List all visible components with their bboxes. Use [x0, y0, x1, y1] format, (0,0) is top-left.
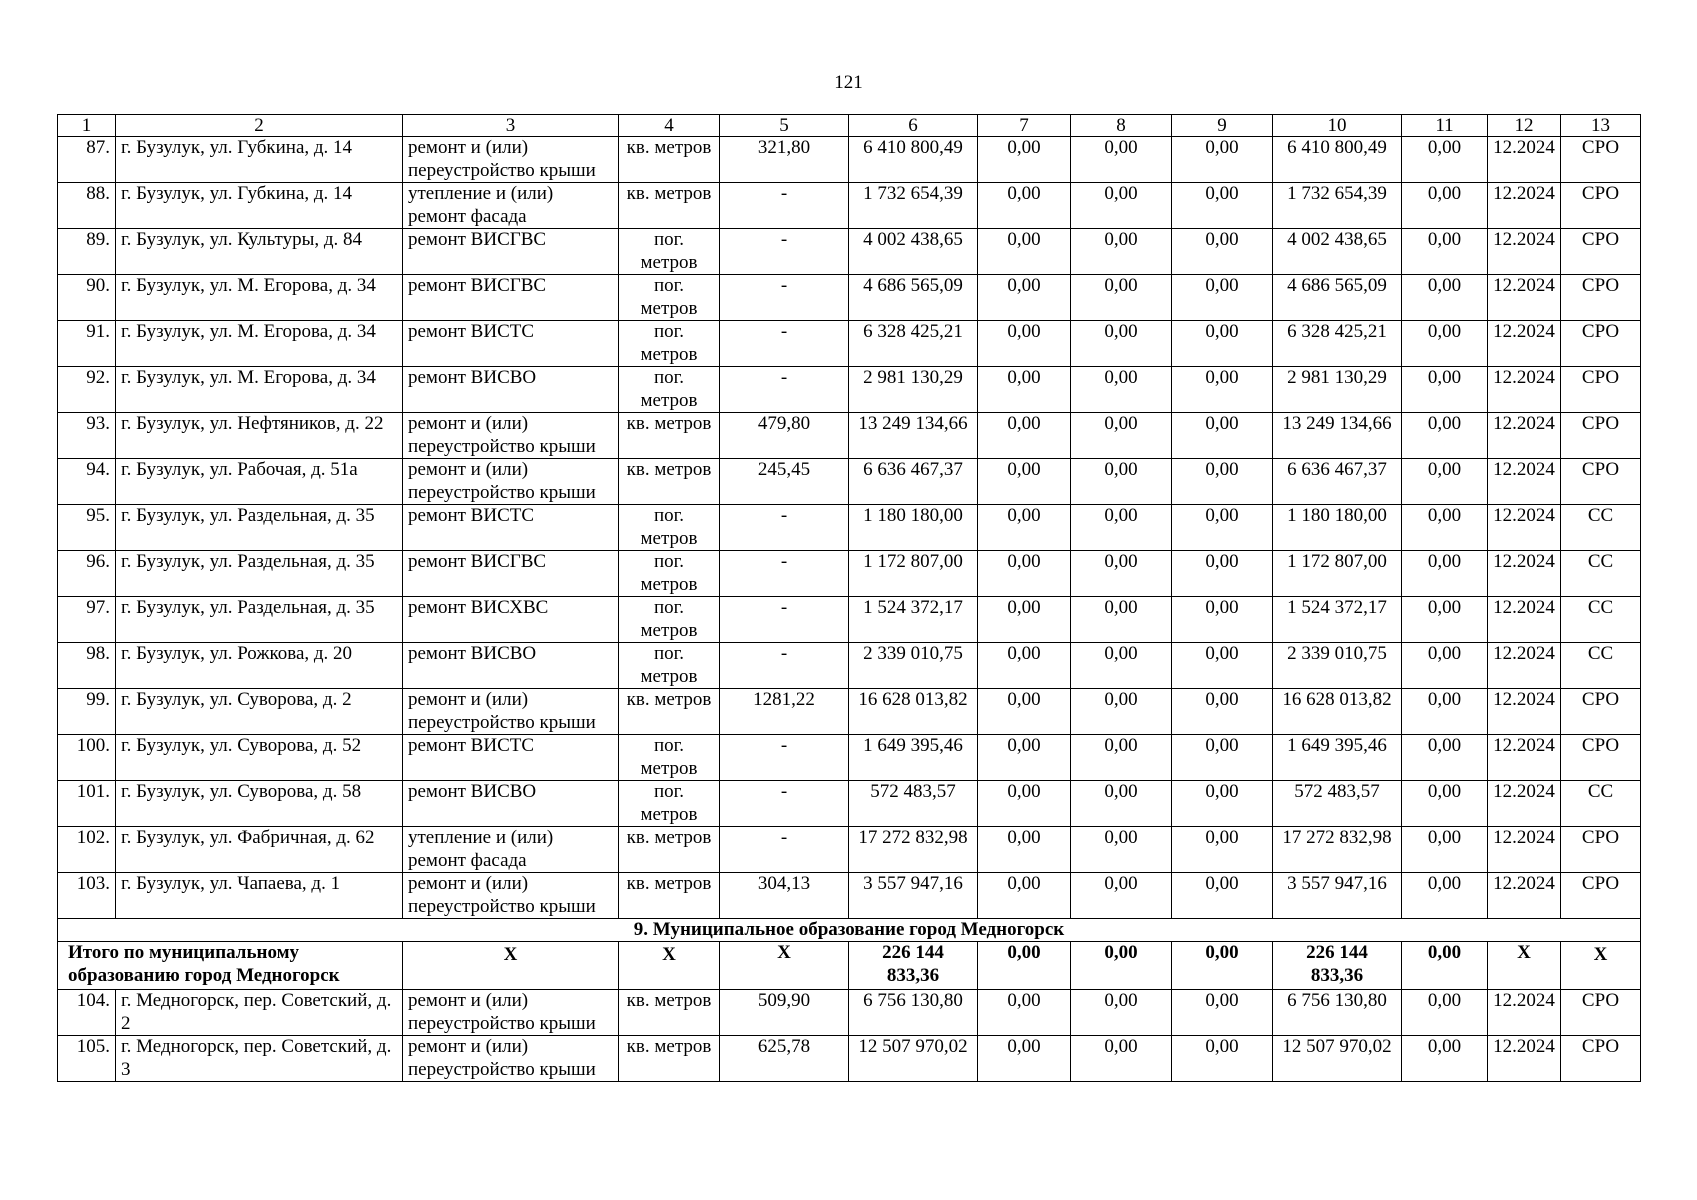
total-area-x: Х	[720, 942, 849, 990]
col8-cell: 0,00	[1071, 1036, 1172, 1082]
col7-cell: 0,00	[978, 367, 1071, 413]
col7-cell: 0,00	[978, 183, 1071, 229]
address-cell: г. Бузулук, ул. М. Егорова, д. 34	[116, 275, 403, 321]
table-row	[58, 413, 1641, 459]
column-header-12: 12	[1488, 115, 1561, 137]
table-row	[58, 827, 1641, 873]
area-cell: 1281,22	[720, 689, 849, 735]
col10-cell: 4 686 565,09	[1273, 275, 1402, 321]
col7-cell: 0,00	[978, 735, 1071, 781]
area-cell: -	[720, 735, 849, 781]
unit-cell: кв. метров	[619, 137, 720, 183]
col7-cell: 0,00	[978, 643, 1071, 689]
address-cell: г. Бузулук, ул. Раздельная, д. 35	[116, 551, 403, 597]
row-number: 87.	[58, 137, 116, 183]
total-cost-cell: 6 410 800,49	[849, 137, 978, 183]
address-cell: г. Бузулук, ул. Раздельная, д. 35	[116, 505, 403, 551]
row-number: 100.	[58, 735, 116, 781]
work-type-cell: ремонт ВИСВО	[403, 781, 619, 827]
col10-cell: 3 557 947,16	[1273, 873, 1402, 919]
total-label: Итого по муниципальному образованию город Медногорск	[58, 942, 403, 990]
table-row	[58, 321, 1641, 367]
table-body	[58, 115, 1641, 1082]
address-cell: г. Бузулук, ул. Губкина, д. 14	[116, 183, 403, 229]
col9-cell: 0,00	[1172, 367, 1273, 413]
col10-cell: 2 339 010,75	[1273, 643, 1402, 689]
column-number-row	[58, 115, 1641, 137]
col9-cell: 0,00	[1172, 275, 1273, 321]
row-number: 95.	[58, 505, 116, 551]
address-cell: г. Бузулук, ул. М. Егорова, д. 34	[116, 321, 403, 367]
table-row	[58, 781, 1641, 827]
total-cost-cell: 6 756 130,80	[849, 990, 978, 1036]
address-cell: г. Бузулук, ул. Нефтяников, д. 22	[116, 413, 403, 459]
work-type-cell: ремонт ВИСГВС	[403, 229, 619, 275]
work-type-cell: ремонт и (или) переустройство крыши	[403, 459, 619, 505]
col8-cell: 0,00	[1071, 413, 1172, 459]
col10-cell: 6 756 130,80	[1273, 990, 1402, 1036]
col7-cell: 0,00	[978, 827, 1071, 873]
total-cost-cell: 1 180 180,00	[849, 505, 978, 551]
address-cell: г. Бузулук, ул. Раздельная, д. 35	[116, 597, 403, 643]
col7-cell: 0,00	[978, 321, 1071, 367]
work-type-cell: ремонт ВИСВО	[403, 643, 619, 689]
column-header-8: 8	[1071, 115, 1172, 137]
table-row	[58, 597, 1641, 643]
total-cost-cell: 1 172 807,00	[849, 551, 978, 597]
completion-date-cell: 12.2024	[1488, 643, 1561, 689]
col7-cell: 0,00	[978, 1036, 1071, 1082]
work-type-cell: ремонт ВИСТС	[403, 505, 619, 551]
col8-cell: 0,00	[1071, 990, 1172, 1036]
col10-cell: 13 249 134,66	[1273, 413, 1402, 459]
col9-cell: 0,00	[1172, 229, 1273, 275]
method-cell: СС	[1561, 781, 1641, 827]
method-cell: СС	[1561, 505, 1641, 551]
method-cell: СРО	[1561, 735, 1641, 781]
col7-cell: 0,00	[978, 505, 1071, 551]
method-cell: СС	[1561, 597, 1641, 643]
completion-date-cell: 12.2024	[1488, 597, 1561, 643]
col7-cell: 0,00	[978, 873, 1071, 919]
row-number: 91.	[58, 321, 116, 367]
total-cost-cell: 12 507 970,02	[849, 1036, 978, 1082]
area-cell: -	[720, 183, 849, 229]
col10-cell: 16 628 013,82	[1273, 689, 1402, 735]
area-cell: -	[720, 551, 849, 597]
address-cell: г. Бузулук, ул. Губкина, д. 14	[116, 137, 403, 183]
area-cell: 479,80	[720, 413, 849, 459]
col9-cell: 0,00	[1172, 827, 1273, 873]
col11-cell: 0,00	[1402, 413, 1488, 459]
col11-cell: 0,00	[1402, 321, 1488, 367]
row-number: 103.	[58, 873, 116, 919]
table-row	[58, 990, 1641, 1036]
col11-cell: 0,00	[1402, 367, 1488, 413]
table-row	[58, 551, 1641, 597]
unit-cell: кв. метров	[619, 413, 720, 459]
col10-cell: 2 981 130,29	[1273, 367, 1402, 413]
col11-cell: 0,00	[1402, 990, 1488, 1036]
row-number: 97.	[58, 597, 116, 643]
col9-cell: 0,00	[1172, 413, 1273, 459]
column-header-13: 13	[1561, 115, 1641, 137]
table-row	[58, 183, 1641, 229]
address-cell: г. Бузулук, ул. Суворова, д. 2	[116, 689, 403, 735]
unit-cell: пог. метров	[619, 643, 720, 689]
work-type-cell: ремонт ВИСВО	[403, 367, 619, 413]
completion-date-cell: 12.2024	[1488, 229, 1561, 275]
column-header-3: 3	[403, 115, 619, 137]
col9-cell: 0,00	[1172, 643, 1273, 689]
row-number: 93.	[58, 413, 116, 459]
address-cell: г. Медногорск, пер. Советский, д. 2	[116, 990, 403, 1036]
col9-cell: 0,00	[1172, 505, 1273, 551]
total-cost-cell: 3 557 947,16	[849, 873, 978, 919]
col10-cell: 4 002 438,65	[1273, 229, 1402, 275]
col9-cell: 0,00	[1172, 459, 1273, 505]
work-type-cell: утепление и (или) ремонт фасада	[403, 183, 619, 229]
method-cell: СРО	[1561, 413, 1641, 459]
row-number: 105.	[58, 1036, 116, 1082]
area-cell: 625,78	[720, 1036, 849, 1082]
col8-cell: 0,00	[1071, 827, 1172, 873]
unit-cell: пог. метров	[619, 597, 720, 643]
col7-cell: 0,00	[978, 137, 1071, 183]
address-cell: г. Бузулук, ул. Суворова, д. 52	[116, 735, 403, 781]
completion-date-cell: 12.2024	[1488, 413, 1561, 459]
method-cell: СРО	[1561, 827, 1641, 873]
total-unit-x: Х	[619, 942, 720, 990]
col8-cell: 0,00	[1071, 873, 1172, 919]
table-row	[58, 1036, 1641, 1082]
col9-cell: 0,00	[1172, 1036, 1273, 1082]
total-work-x: Х	[403, 942, 619, 990]
total-cost-cell: 1 649 395,46	[849, 735, 978, 781]
total-cost-cell: 16 628 013,82	[849, 689, 978, 735]
col10-cell: 1 524 372,17	[1273, 597, 1402, 643]
row-number: 92.	[58, 367, 116, 413]
unit-cell: пог. метров	[619, 505, 720, 551]
unit-cell: кв. метров	[619, 873, 720, 919]
col8-cell: 0,00	[1071, 183, 1172, 229]
unit-cell: кв. метров	[619, 827, 720, 873]
total-col10: 226 144 833,36	[1273, 942, 1402, 990]
row-number: 98.	[58, 643, 116, 689]
completion-date-cell: 12.2024	[1488, 551, 1561, 597]
col8-cell: 0,00	[1071, 367, 1172, 413]
table-row	[58, 873, 1641, 919]
work-type-cell: ремонт и (или) переустройство крыши	[403, 137, 619, 183]
unit-cell: пог. метров	[619, 551, 720, 597]
completion-date-cell: 12.2024	[1488, 183, 1561, 229]
work-type-cell: утепление и (или) ремонт фасада	[403, 827, 619, 873]
col8-cell: 0,00	[1071, 505, 1172, 551]
table-row	[58, 505, 1641, 551]
completion-date-cell: 12.2024	[1488, 505, 1561, 551]
section-heading-row	[58, 919, 1641, 942]
col10-cell: 1 649 395,46	[1273, 735, 1402, 781]
completion-date-cell: 12.2024	[1488, 275, 1561, 321]
row-number: 102.	[58, 827, 116, 873]
method-cell: СС	[1561, 643, 1641, 689]
col11-cell: 0,00	[1402, 781, 1488, 827]
column-header-7: 7	[978, 115, 1071, 137]
row-number: 99.	[58, 689, 116, 735]
address-cell: г. Бузулук, ул. Культуры, д. 84	[116, 229, 403, 275]
area-cell: -	[720, 321, 849, 367]
total-cost-cell: 13 249 134,66	[849, 413, 978, 459]
column-header-2: 2	[116, 115, 403, 137]
col8-cell: 0,00	[1071, 643, 1172, 689]
column-header-6: 6	[849, 115, 978, 137]
total-method-x: Х	[1561, 942, 1641, 990]
capital-repair-table	[57, 114, 1641, 1082]
unit-cell: кв. метров	[619, 990, 720, 1036]
area-cell: 509,90	[720, 990, 849, 1036]
address-cell: г. Бузулук, ул. Фабричная, д. 62	[116, 827, 403, 873]
col8-cell: 0,00	[1071, 137, 1172, 183]
table-row	[58, 689, 1641, 735]
section-total-row	[58, 942, 1641, 990]
table-row	[58, 229, 1641, 275]
completion-date-cell: 12.2024	[1488, 781, 1561, 827]
area-cell: -	[720, 597, 849, 643]
method-cell: СС	[1561, 551, 1641, 597]
work-type-cell: ремонт ВИСТС	[403, 735, 619, 781]
area-cell: 321,80	[720, 137, 849, 183]
completion-date-cell: 12.2024	[1488, 735, 1561, 781]
col7-cell: 0,00	[978, 275, 1071, 321]
row-number: 90.	[58, 275, 116, 321]
col9-cell: 0,00	[1172, 551, 1273, 597]
col11-cell: 0,00	[1402, 459, 1488, 505]
table-row	[58, 735, 1641, 781]
unit-cell: пог. метров	[619, 367, 720, 413]
area-cell: -	[720, 229, 849, 275]
address-cell: г. Бузулук, ул. Рожкова, д. 20	[116, 643, 403, 689]
col10-cell: 6 636 467,37	[1273, 459, 1402, 505]
col10-cell: 1 732 654,39	[1273, 183, 1402, 229]
method-cell: СРО	[1561, 137, 1641, 183]
completion-date-cell: 12.2024	[1488, 873, 1561, 919]
area-cell: -	[720, 643, 849, 689]
method-cell: СРО	[1561, 873, 1641, 919]
col11-cell: 0,00	[1402, 183, 1488, 229]
page-number: 121	[834, 72, 863, 93]
column-header-10: 10	[1273, 115, 1402, 137]
col11-cell: 0,00	[1402, 275, 1488, 321]
address-cell: г. Бузулук, ул. М. Егорова, д. 34	[116, 367, 403, 413]
col10-cell: 572 483,57	[1273, 781, 1402, 827]
column-header-4: 4	[619, 115, 720, 137]
total-cost-cell: 2 981 130,29	[849, 367, 978, 413]
completion-date-cell: 12.2024	[1488, 367, 1561, 413]
col11-cell: 0,00	[1402, 137, 1488, 183]
col7-cell: 0,00	[978, 990, 1071, 1036]
col8-cell: 0,00	[1071, 689, 1172, 735]
row-number: 94.	[58, 459, 116, 505]
col8-cell: 0,00	[1071, 275, 1172, 321]
col11-cell: 0,00	[1402, 1036, 1488, 1082]
address-cell: г. Бузулук, ул. Суворова, д. 58	[116, 781, 403, 827]
total-cost-cell: 1 524 372,17	[849, 597, 978, 643]
table-row	[58, 367, 1641, 413]
completion-date-cell: 12.2024	[1488, 990, 1561, 1036]
completion-date-cell: 12.2024	[1488, 1036, 1561, 1082]
total-col7: 0,00	[978, 942, 1071, 990]
method-cell: СРО	[1561, 367, 1641, 413]
section-title: 9. Муниципальное образование город Медногорск	[58, 919, 1641, 942]
col11-cell: 0,00	[1402, 827, 1488, 873]
work-type-cell: ремонт и (или) переустройство крыши	[403, 990, 619, 1036]
row-number: 89.	[58, 229, 116, 275]
work-type-cell: ремонт ВИСХВС	[403, 597, 619, 643]
completion-date-cell: 12.2024	[1488, 321, 1561, 367]
col10-cell: 1 180 180,00	[1273, 505, 1402, 551]
method-cell: СРО	[1561, 229, 1641, 275]
col7-cell: 0,00	[978, 229, 1071, 275]
method-cell: СРО	[1561, 990, 1641, 1036]
unit-cell: пог. метров	[619, 781, 720, 827]
col8-cell: 0,00	[1071, 321, 1172, 367]
table-row	[58, 643, 1641, 689]
col9-cell: 0,00	[1172, 735, 1273, 781]
completion-date-cell: 12.2024	[1488, 137, 1561, 183]
col10-cell: 12 507 970,02	[1273, 1036, 1402, 1082]
area-cell: -	[720, 367, 849, 413]
column-header-11: 11	[1402, 115, 1488, 137]
method-cell: СРО	[1561, 321, 1641, 367]
col8-cell: 0,00	[1071, 597, 1172, 643]
area-cell: -	[720, 827, 849, 873]
row-number: 104.	[58, 990, 116, 1036]
work-type-cell: ремонт и (или) переустройство крыши	[403, 689, 619, 735]
col7-cell: 0,00	[978, 689, 1071, 735]
col11-cell: 0,00	[1402, 873, 1488, 919]
col8-cell: 0,00	[1071, 735, 1172, 781]
col11-cell: 0,00	[1402, 551, 1488, 597]
column-header-9: 9	[1172, 115, 1273, 137]
area-cell: 245,45	[720, 459, 849, 505]
total-cost-cell: 6 636 467,37	[849, 459, 978, 505]
col10-cell: 6 328 425,21	[1273, 321, 1402, 367]
col8-cell: 0,00	[1071, 551, 1172, 597]
work-type-cell: ремонт ВИСТС	[403, 321, 619, 367]
completion-date-cell: 12.2024	[1488, 689, 1561, 735]
column-header-5: 5	[720, 115, 849, 137]
col9-cell: 0,00	[1172, 990, 1273, 1036]
completion-date-cell: 12.2024	[1488, 827, 1561, 873]
unit-cell: кв. метров	[619, 689, 720, 735]
completion-date-cell: 12.2024	[1488, 459, 1561, 505]
total-cost-cell: 4 002 438,65	[849, 229, 978, 275]
col8-cell: 0,00	[1071, 781, 1172, 827]
col11-cell: 0,00	[1402, 735, 1488, 781]
table-row	[58, 137, 1641, 183]
col10-cell: 1 172 807,00	[1273, 551, 1402, 597]
col7-cell: 0,00	[978, 597, 1071, 643]
col8-cell: 0,00	[1071, 459, 1172, 505]
col9-cell: 0,00	[1172, 321, 1273, 367]
col7-cell: 0,00	[978, 781, 1071, 827]
col8-cell: 0,00	[1071, 229, 1172, 275]
total-col8: 0,00	[1071, 942, 1172, 990]
total-cost-cell: 4 686 565,09	[849, 275, 978, 321]
col9-cell: 0,00	[1172, 689, 1273, 735]
area-cell: -	[720, 275, 849, 321]
method-cell: СРО	[1561, 689, 1641, 735]
col9-cell: 0,00	[1172, 781, 1273, 827]
col9-cell: 0,00	[1172, 183, 1273, 229]
total-cost-cell: 6 328 425,21	[849, 321, 978, 367]
col9-cell: 0,00	[1172, 597, 1273, 643]
col11-cell: 0,00	[1402, 643, 1488, 689]
total-cost-cell: 17 272 832,98	[849, 827, 978, 873]
row-number: 88.	[58, 183, 116, 229]
row-number: 96.	[58, 551, 116, 597]
address-cell: г. Бузулук, ул. Рабочая, д. 51а	[116, 459, 403, 505]
work-type-cell: ремонт и (или) переустройство крыши	[403, 873, 619, 919]
total-cost-cell: 572 483,57	[849, 781, 978, 827]
method-cell: СРО	[1561, 1036, 1641, 1082]
area-cell: 304,13	[720, 873, 849, 919]
unit-cell: пог. метров	[619, 275, 720, 321]
table-row	[58, 459, 1641, 505]
unit-cell: кв. метров	[619, 183, 720, 229]
total-cost-cell: 226 144 833,36	[849, 942, 978, 990]
table-row	[58, 275, 1641, 321]
total-col9: 0,00	[1172, 942, 1273, 990]
total-cost-cell: 2 339 010,75	[849, 643, 978, 689]
method-cell: СРО	[1561, 275, 1641, 321]
col11-cell: 0,00	[1402, 689, 1488, 735]
work-type-cell: ремонт и (или) переустройство крыши	[403, 413, 619, 459]
unit-cell: пог. метров	[619, 321, 720, 367]
col10-cell: 6 410 800,49	[1273, 137, 1402, 183]
col7-cell: 0,00	[978, 459, 1071, 505]
row-number: 101.	[58, 781, 116, 827]
col7-cell: 0,00	[978, 551, 1071, 597]
address-cell: г. Медногорск, пер. Советский, д. 3	[116, 1036, 403, 1082]
unit-cell: пог. метров	[619, 735, 720, 781]
total-date-x: Х	[1488, 942, 1561, 990]
method-cell: СРО	[1561, 459, 1641, 505]
unit-cell: кв. метров	[619, 459, 720, 505]
address-cell: г. Бузулук, ул. Чапаева, д. 1	[116, 873, 403, 919]
total-cost-cell: 1 732 654,39	[849, 183, 978, 229]
method-cell: СРО	[1561, 183, 1641, 229]
work-type-cell: ремонт ВИСГВС	[403, 551, 619, 597]
col11-cell: 0,00	[1402, 597, 1488, 643]
unit-cell: кв. метров	[619, 1036, 720, 1082]
col7-cell: 0,00	[978, 413, 1071, 459]
area-cell: -	[720, 781, 849, 827]
col9-cell: 0,00	[1172, 137, 1273, 183]
work-type-cell: ремонт и (или) переустройство крыши	[403, 1036, 619, 1082]
total-col11: 0,00	[1402, 942, 1488, 990]
area-cell: -	[720, 505, 849, 551]
col11-cell: 0,00	[1402, 229, 1488, 275]
col9-cell: 0,00	[1172, 873, 1273, 919]
column-header-1: 1	[58, 115, 116, 137]
work-type-cell: ремонт ВИСГВС	[403, 275, 619, 321]
col11-cell: 0,00	[1402, 505, 1488, 551]
col10-cell: 17 272 832,98	[1273, 827, 1402, 873]
unit-cell: пог. метров	[619, 229, 720, 275]
